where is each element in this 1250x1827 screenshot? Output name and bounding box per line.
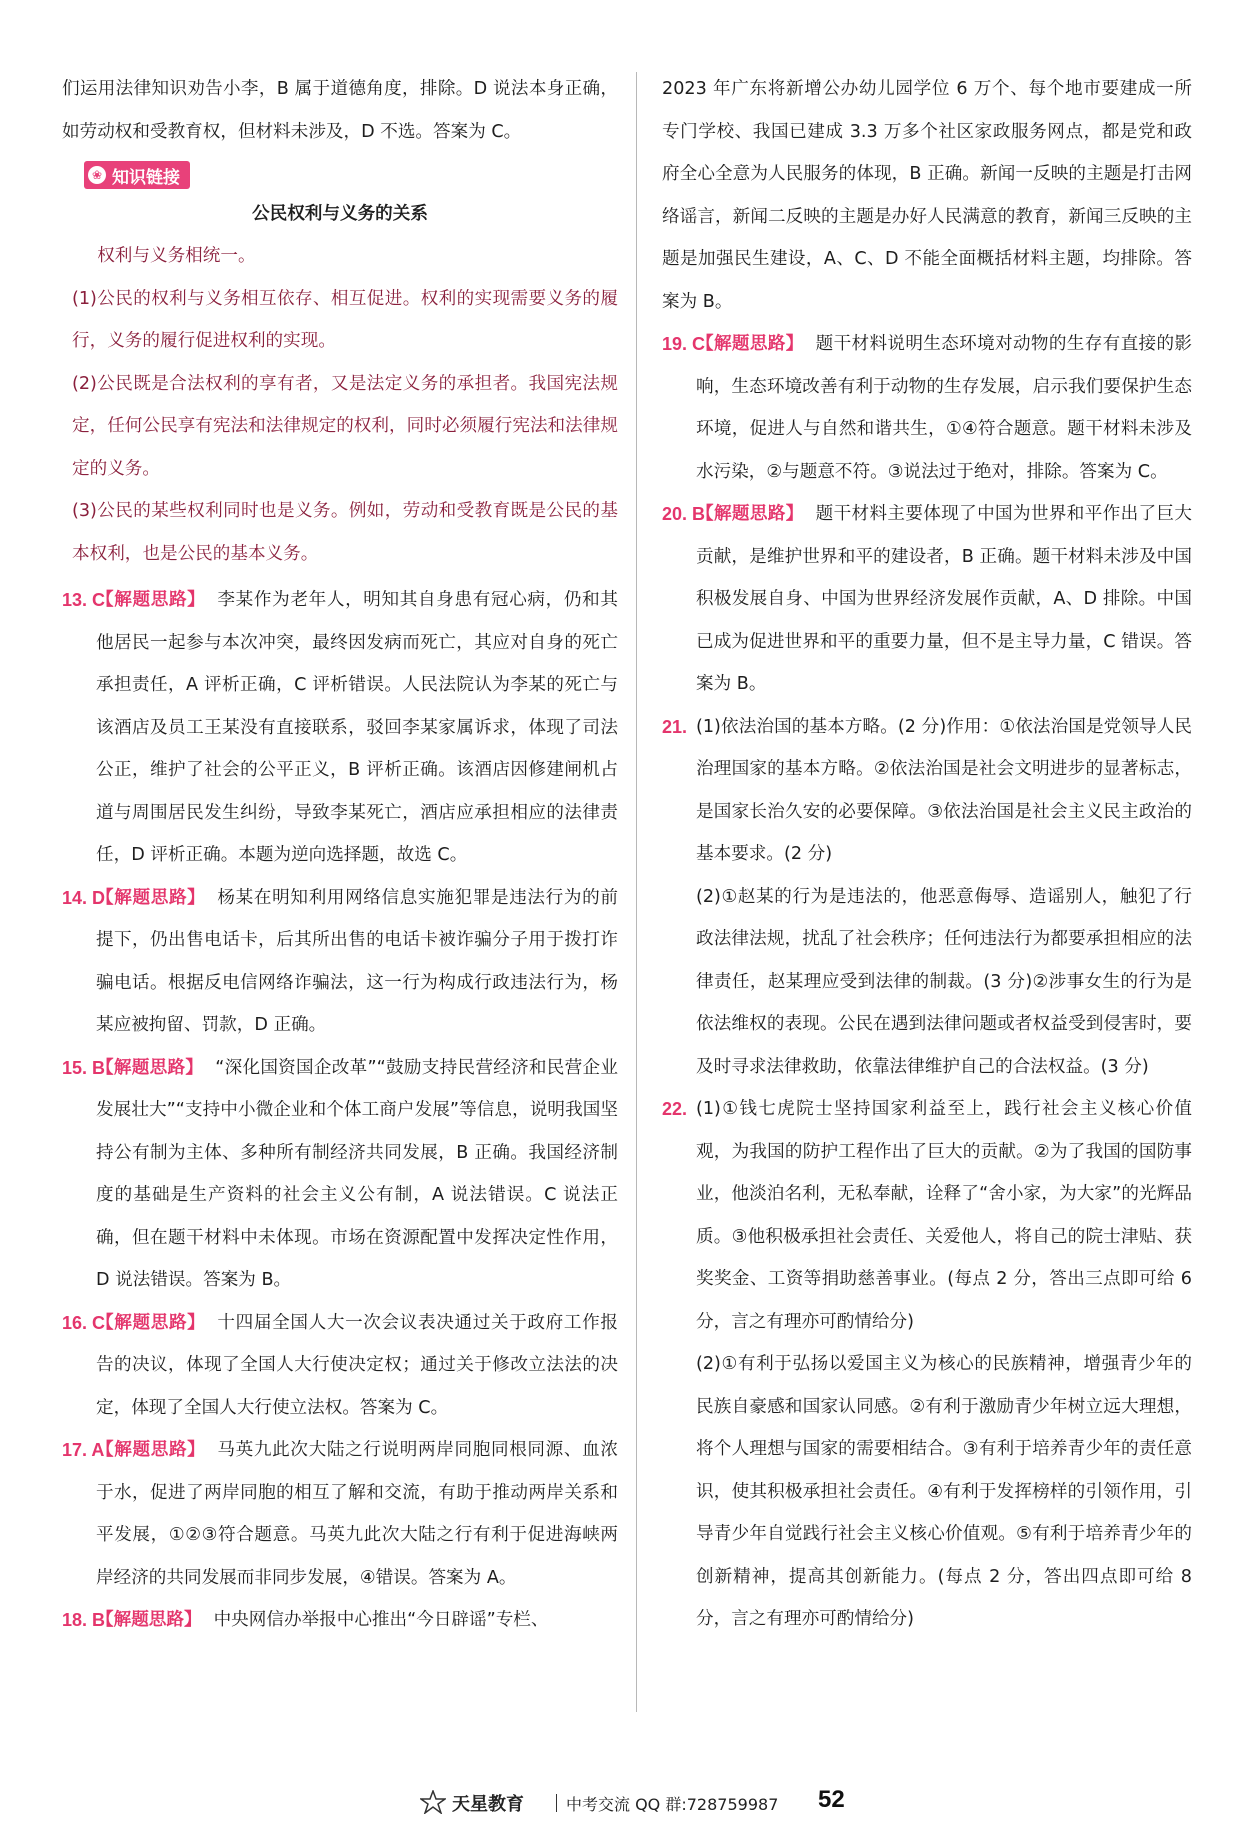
- page-footer: [0, 1788, 1250, 1818]
- answer-22: [662, 1088, 1192, 1641]
- knowledge-link-label: 知识链接: [112, 167, 180, 188]
- answer-tag: 【解题思路】: [96, 1312, 206, 1333]
- answer-15: [62, 1047, 618, 1302]
- answer-17: [62, 1429, 618, 1599]
- answer-tag: 【解题思路】: [96, 590, 206, 610]
- knowledge-point-2: (2)公民既是合法权利的享有者，又是法定义务的承担者。我国宪法规定，任何公民享有宪法和法律规定的权利，同时必须履行宪法和法律规定的义务。: [72, 373, 618, 479]
- answer-text: 题干材料说明生态环境对动物的生存有直接的影响，生态环境改善有利于动物的生存发展，启示我们要保护生态环境，促进人与自然和谐共生，①④符合题意。题干材料未涉及水污染，②与题意不符。③说法过于绝对，排除。答案为 C。: [696, 334, 1192, 482]
- answer-text: 中央网信办举报中心推出“今日辟谣”专栏、: [213, 1610, 549, 1630]
- answer-21-part-1: (1)依法治国的基本方略。(2 分)作用：①依法治国是党领导人民治理国家的基本方略。②依法治国是社会文明进步的显著标志，是国家长治久安的必要保障。③依法治国是社会主义民主政治的基本要求。(2 分): [696, 716, 1192, 864]
- answer-number: 15. B: [62, 1057, 106, 1078]
- answer-22-part-2: (2)①有利于弘扬以爱国主义为核心的民族精神，增强青少年的民族自豪感和国家认同感。②有利于激励青少年树立远大理想，将个人理想与国家的需要相结合。③有利于培养青少年的责任意识，使其积极承担社会责任。④有利于发挥榜样的引领作用，引导青少年自觉践行社会主义核心价值观。⑤有利于培养青少年的创新精神，提高其创新能力。(每点 2 分，答出四点即可给 8 分，言之有理亦可酌情给分): [696, 1354, 1192, 1629]
- footer-separator: [556, 1794, 557, 1812]
- answer-number: 13. C: [62, 590, 106, 610]
- answer-text: 马英九此次大陆之行说明两岸同胞同根同源、血浓于水，促进了两岸同胞的相互了解和交流，有助于推动两岸关系和平发展，①②③符合题意。马英九此次大陆之行有利于促进海峡两岸经济的共同发展而非同步发展，④错误。答案为 A。: [96, 1440, 618, 1588]
- answer-number: 20. B: [662, 504, 706, 524]
- footer-qq-group: 中考交流 QQ 群:728759987: [566, 1795, 779, 1814]
- answer-text: 十四届全国人大一次会议表决通过关于政府工作报告的决议，体现了全国人大行使决定权；通过关于修改立法法的决定，体现了全国人大行使立法权。答案为 C。: [96, 1312, 618, 1418]
- answer-20: [662, 493, 1192, 706]
- column-divider: [636, 72, 637, 1712]
- page-number: 52: [818, 1786, 845, 1813]
- answer-13: [62, 579, 618, 877]
- answer-tag: 【解题思路】: [96, 887, 206, 908]
- answer-18: [62, 1599, 618, 1642]
- answer-21: [662, 706, 1192, 1089]
- answer-text: 杨某在明知利用网络信息实施犯罪是违法行为的前提下，仍出售电话卡，后其所出售的电话卡被诈骗分子用于拨打诈骗电话。根据反电信网络诈骗法，这一行为构成行政违法行为，杨某应被拘留、罚款，D 正确。: [96, 887, 618, 1035]
- answer-22-part-1: (1)①钱七虎院士坚持国家利益至上，践行社会主义核心价值观，为我国的防护工程作出了巨大的贡献。②为了我国的国防事业，他淡泊名利，无私奉献，诠释了“舍小家，为大家”的光辉品质。③他积极承担社会责任、关爱他人，将自己的院士津贴、获奖奖金、工资等捐助慈善事业。(每点 2 分，答出三点即可给 6 分，言之有理亦可酌情给分): [696, 1099, 1192, 1332]
- knowledge-link-badge: [84, 161, 190, 189]
- answer-number: 22.: [662, 1099, 688, 1119]
- answer-number: 16. C: [62, 1312, 106, 1333]
- answer-tag: 【解题思路】: [96, 1610, 202, 1630]
- answer-tag: 【解题思路】: [96, 1057, 204, 1078]
- knowledge-title: 公民权利与义务的关系: [252, 204, 428, 224]
- knowledge-point-3: (3)公民的某些权利同时也是义务。例如，劳动和受教育既是公民的基本权利，也是公民的基本义务。: [72, 501, 618, 564]
- star-logo-icon: [420, 1790, 446, 1814]
- answer-number: 17. A: [62, 1440, 105, 1460]
- answer-number: 18. B: [62, 1610, 106, 1630]
- answer-tag: 【解题思路】: [96, 1440, 206, 1460]
- flower-icon: ❀: [88, 166, 106, 184]
- left-column: [62, 68, 618, 1642]
- answer-14: [62, 877, 618, 1047]
- left-top-paragraph: 们运用法律知识劝告小李，B 属于道德角度，排除。D 说法本身正确，如劳动权和受教育权，但材料未涉及，D 不选。答案为 C。: [62, 79, 618, 142]
- answer-tag: 【解题思路】: [696, 334, 804, 354]
- answer-number: 14. D: [62, 887, 106, 908]
- answer-16: [62, 1302, 618, 1430]
- answer-number: 21.: [662, 716, 688, 737]
- answer-text: 题干材料主要体现了中国为世界和平作出了巨大贡献，是维护世界和平的建设者，B 正确。题干材料未涉及中国积极发展自身、中国为世界经济发展作贡献，A、D 排除。中国已成为促进世界和平的重要力量，但不是主导力量，C 错误。答案为 B。: [696, 504, 1192, 694]
- knowledge-intro: 权利与义务相统一。: [97, 246, 256, 266]
- answer-number: 19. C: [662, 334, 706, 354]
- answer-tag: 【解题思路】: [696, 504, 804, 524]
- right-top-paragraph: 2023 年广东将新增公办幼儿园学位 6 万个、每个地市要建成一所专门学校、我国已建成 3.3 万多个社区家政服务网点，都是党和政府全心全意为人民服务的体现，B 正确。新闻一反映的主题是打击网络谣言，新闻二反映的主题是办好人民满意的教育，新闻三反映的主题是加强民生建设，A、C、D 不能全面概括材料主题，均排除。答案为 B。: [662, 79, 1192, 312]
- footer-brand: 天星教育: [452, 1794, 524, 1815]
- answer-text: 李某作为老年人，明知其自身患有冠心病，仍和其他居民一起参与本次冲突，最终因发病而死亡，其应对自身的死亡承担责任，A 评析正确，C 评析错误。人民法院认为李某的死亡与该酒店及员工王某没有直接联系，驳回李某家属诉求，体现了司法公正，维护了社会的公平正义，B 评析正确。该酒店因修建闸机占道与周围居民发生纠纷，导致李某死亡，酒店应承担相应的法律责任，D 评析正确。本题为逆向选择题，故选 C。: [96, 590, 618, 865]
- knowledge-point-1: (1)公民的权利与义务相互依存、相互促进。权利的实现需要义务的履行，义务的履行促进权利的实现。: [72, 288, 618, 351]
- answer-text: “深化国资国企改革”“鼓励支持民营经济和民营企业发展壮大”“支持中小微企业和个体工商户发展”等信息，说明我国坚持公有制为主体、多种所有制经济共同发展，B 正确。我国经济制度的基础是生产资料的社会主义公有制，A 说法错误。C 说法正确，但在题干材料中未体现。市场在资源配置中发挥决定性作用，D 说法错误。答案为 B。: [96, 1057, 618, 1290]
- answer-21-part-2: (2)①赵某的行为是违法的，他恶意侮辱、造谣别人，触犯了行政法律法规，扰乱了社会秩序；任何违法行为都要承担相应的法律责任，赵某理应受到法律的制裁。(3 分)②涉事女生的行为是依法维权的表现。公民在遇到法律问题或者权益受到侵害时，要及时寻求法律救助，依靠法律维护自己的合法权益。(3 分): [696, 886, 1192, 1077]
- right-column: [662, 68, 1192, 1641]
- answer-19: [662, 323, 1192, 493]
